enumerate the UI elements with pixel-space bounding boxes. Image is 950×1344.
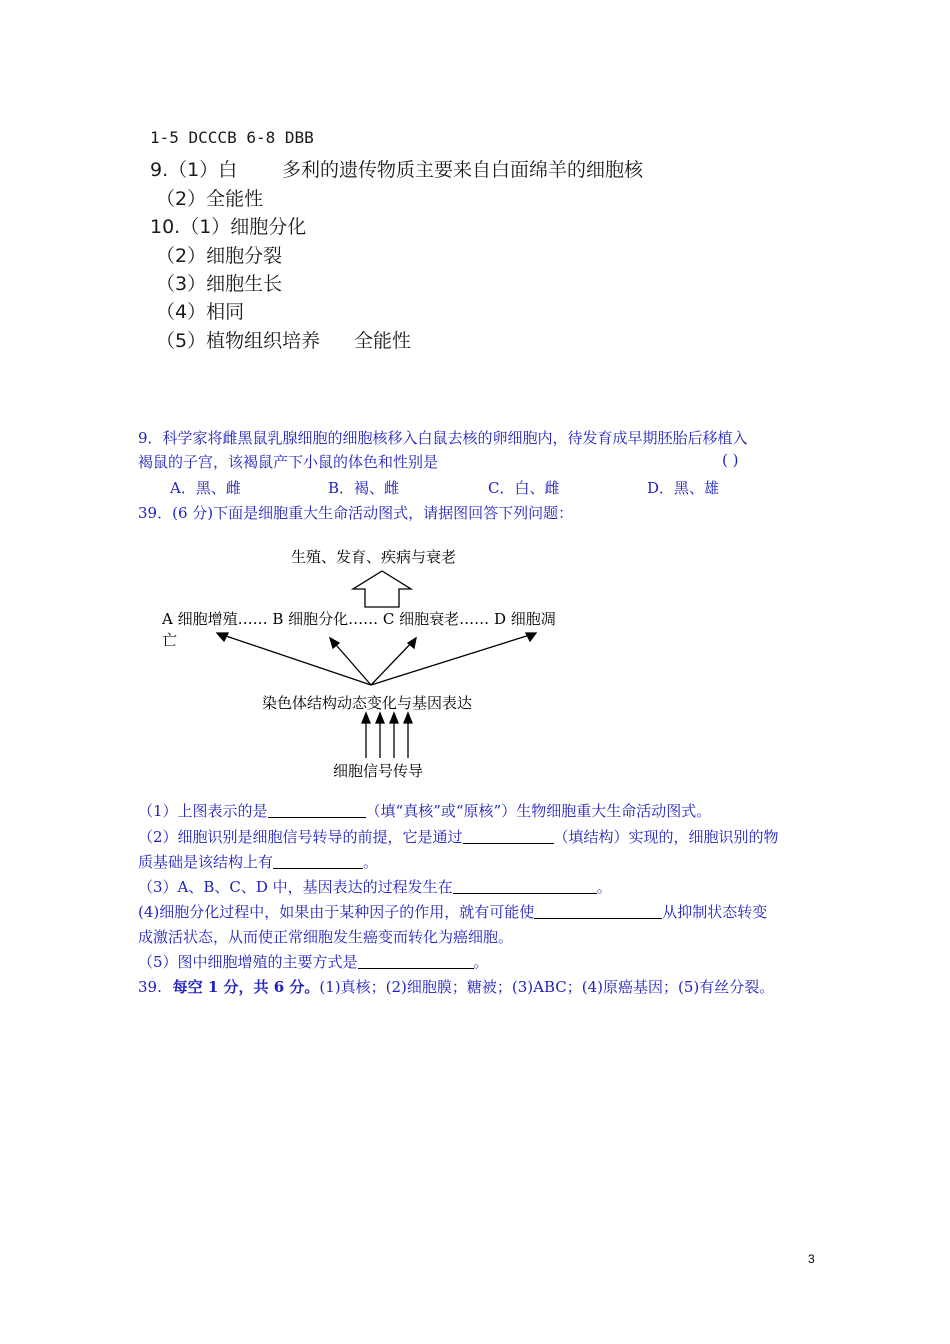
blank-5[interactable]: [534, 904, 662, 919]
page-number: 3: [808, 1252, 815, 1266]
blank-1[interactable]: [268, 803, 366, 818]
q39-part4-line1: (4)细胞分化过程中，如果由于某种因子的作用，就有可能使 从抑制状态转变: [138, 903, 768, 921]
q39-part2-line2: 质基础是该结构上有 。: [138, 853, 379, 871]
blank-4[interactable]: [453, 879, 597, 894]
diagram-middle-label: 染色体结构动态变化与基因表达: [262, 694, 473, 712]
q9-answer-paren: ( ): [722, 451, 739, 469]
answer-10-3: （3）细胞生长: [156, 273, 283, 295]
q39-answer-key: 39. 每空 1 分，共 6 分。(1)真核；(2)细胞膜；糖被；(3)ABC；(4)原癌基因；(5)有丝分裂。: [138, 978, 775, 996]
q9-option-a: A．黑、雌: [170, 479, 241, 497]
diagram-bottom-label: 细胞信号传导: [333, 762, 424, 780]
diagram-top-label: 生殖、发育、疾病与衰老: [291, 548, 457, 566]
diagram-process-row-wrap: 亡: [162, 631, 178, 649]
q9-stem-line2: 褐鼠的子宫，该褐鼠产下小鼠的体色和性别是: [138, 453, 439, 471]
q39-part4-line2: 成激活状态，从而使正常细胞发生癌变而转化为癌细胞。: [138, 928, 514, 946]
q39-part5: （5）图中细胞增殖的主要方式是 。: [138, 953, 489, 971]
answer-10-1: 10.（1）细胞分化: [150, 216, 307, 238]
answer-line-1: 1-5 DCCCB 6-8 DBB: [150, 128, 314, 147]
answer-10-5a: （5）植物组织培养: [156, 330, 321, 352]
blank-2[interactable]: [463, 829, 554, 844]
answer-10-2: （2）细胞分裂: [156, 245, 283, 267]
q39-part3: （3）A、B、C、D 中，基因表达的过程发生在 。: [138, 878, 612, 896]
answer-9-2: （2）全能性: [156, 188, 264, 210]
blank-3[interactable]: [273, 854, 363, 869]
q9-option-b: B．褐、雌: [328, 479, 400, 497]
q39-part2-line1: （2）细胞识别是细胞信号转导的前提，它是通过 （填结构）实现的，细胞识别的物: [138, 828, 779, 846]
blank-6[interactable]: [358, 954, 474, 969]
diagram-process-row: A 细胞增殖…… B 细胞分化…… C 细胞衰老…… D 细胞凋: [162, 610, 556, 628]
q9-option-c: C．白、雌: [488, 479, 560, 497]
q9-stem-line1: 9．科学家将雌黑鼠乳腺细胞的细胞核移入白鼠去核的卵细胞内，待发育成早期胚胎后移植入: [138, 429, 748, 447]
answer-10-5b: 全能性: [354, 330, 412, 352]
q39-part1: （1）上图表示的是 （填“真核”或“原核”）生物细胞重大生命活动图式。: [138, 802, 712, 820]
answer-9-1: 9.（1）白: [150, 159, 238, 181]
q9-option-d: D．黑、雄: [647, 479, 720, 497]
answer-10-4: （4）相同: [156, 301, 245, 323]
q39-stem: 39．(6 分)下面是细胞重大生命活动图式，请据图回答下列问题：: [138, 504, 574, 522]
answer-9-1-explanation: 多利的遗传物质主要来自白面绵羊的细胞核: [282, 159, 644, 181]
